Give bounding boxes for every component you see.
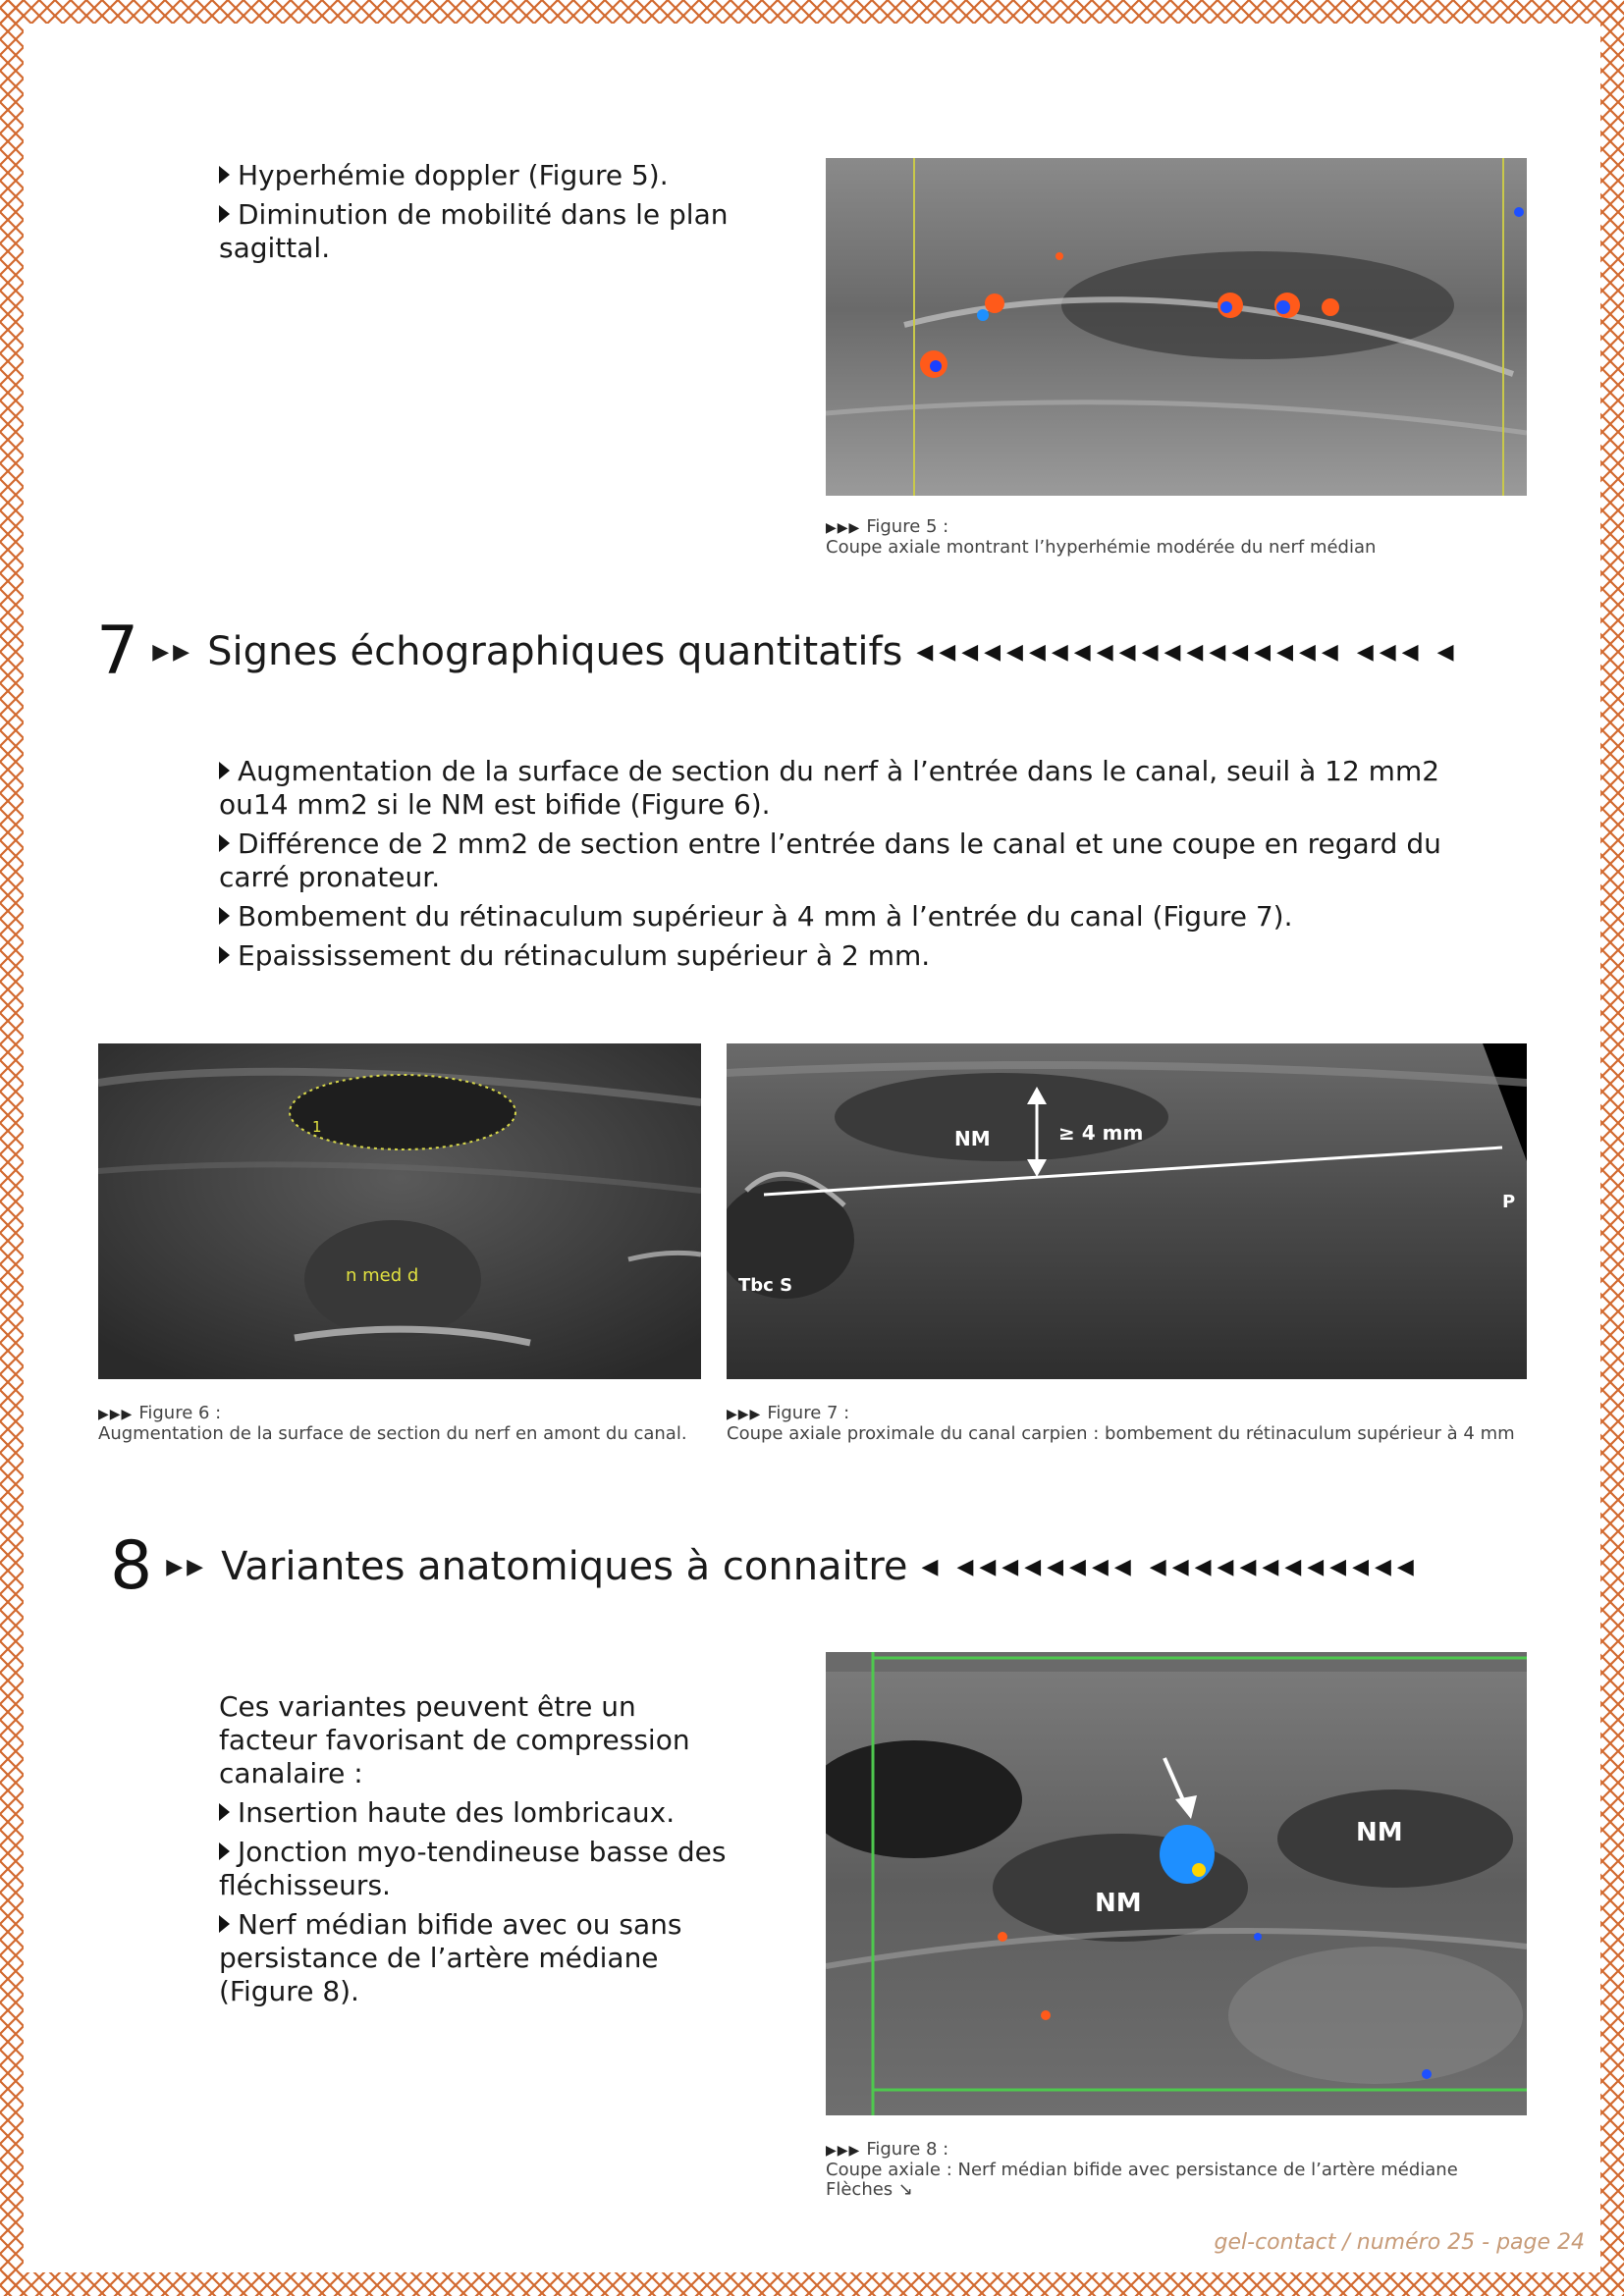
- triangle-bullet-icon: [219, 1915, 230, 1933]
- list-item: Epaississement du rétinaculum supérieur à 2 mm.: [219, 939, 1466, 973]
- section-number: 7: [96, 613, 139, 690]
- label-n-med-d: n med d: [346, 1265, 419, 1286]
- list-item: Hyperhémie doppler (Figure 5).: [219, 159, 769, 192]
- triangle-bullet-icon: [219, 166, 230, 184]
- figure-5-ultrasound-image: [826, 158, 1527, 496]
- section-7-heading: [96, 613, 1460, 690]
- figure-8-caption: ▶▶▶ Figure 8 : Coupe axiale : Nerf médian bifide avec persistance de l’artère médiane Flèches ↘: [826, 2139, 1458, 2200]
- triple-arrow-icon: ▶▶▶: [826, 520, 861, 536]
- double-arrow-icon: ▶▶: [166, 1554, 208, 1579]
- list-item: Augmentation de la surface de section du nerf à l’entrée dans le canal, seuil à 12 mm2 ou14 mm2 si le NM est bifide (Figure 6).: [219, 755, 1440, 821]
- section-title: Signes échographiques quantitatifs: [207, 629, 903, 674]
- page-footer: gel-contact / numéro 25 - page 24: [1214, 2230, 1585, 2255]
- label-nm: NM: [954, 1127, 991, 1150]
- label-nm-left: NM: [1095, 1889, 1142, 1918]
- double-arrow-icon: ▶▶: [152, 639, 194, 665]
- section-title: Variantes anatomiques à connaitre: [221, 1544, 908, 1589]
- label-nm-right: NM: [1356, 1818, 1403, 1847]
- section-number: 8: [110, 1527, 153, 1605]
- label-measure: ≥ 4 mm: [1058, 1121, 1144, 1145]
- label-tbc-s: Tbc S: [738, 1275, 793, 1296]
- triangle-bullet-icon: [219, 834, 230, 852]
- triangle-bullet-icon: [219, 762, 230, 779]
- decorative-arrows-icon: ◀◀◀◀◀◀◀◀◀◀◀◀◀◀◀◀◀◀◀ ◀◀◀ ◀: [916, 639, 1460, 665]
- section-8-intro: Ces variantes peuvent être un facteur favorisant de compression canalaire :: [219, 1690, 690, 1789]
- list-item: Diminution de mobilité dans le plan sagittal.: [219, 198, 729, 264]
- figure-6-caption: ▶▶▶ Figure 6 : Augmentation de la surface de section du nerf en amont du canal.: [98, 1403, 687, 1444]
- triangle-bullet-icon: [219, 205, 230, 223]
- triangle-bullet-icon: [219, 1842, 230, 1860]
- section-7-list: [219, 755, 1466, 979]
- triangle-bullet-icon: [219, 946, 230, 964]
- list-item: Bombement du rétinaculum supérieur à 4 mm à l’entrée du canal (Figure 7).: [219, 900, 1466, 934]
- top-bullet-list: [219, 159, 769, 271]
- list-item: Différence de 2 mm2 de section entre l’entrée dans le canal et une coupe en regard du carré pronateur.: [219, 828, 1441, 893]
- triangle-bullet-icon: [219, 1803, 230, 1821]
- triangle-bullet-icon: [219, 907, 230, 925]
- triple-arrow-icon: ▶▶▶: [826, 2143, 861, 2159]
- list-item: Jonction myo-tendineuse basse des fléchisseurs.: [219, 1836, 727, 1901]
- section-8-heading: [110, 1527, 1420, 1605]
- figure-5-caption: ▶▶▶ Figure 5 : Coupe axiale montrant l’hyperhémie modérée du nerf médian: [826, 516, 1377, 558]
- figure-6-ultrasound-image: [98, 1043, 701, 1379]
- list-item: Insertion haute des lombricaux.: [219, 1796, 739, 1830]
- figure-7-ultrasound-image: [727, 1043, 1527, 1379]
- figure-7-caption: ▶▶▶ Figure 7 : Coupe axiale proximale du canal carpien : bombement du rétinaculum supérieur à 4 mm: [727, 1403, 1515, 1444]
- label-p: P: [1502, 1192, 1516, 1212]
- triple-arrow-icon: ▶▶▶: [98, 1407, 134, 1422]
- figure-8-ultrasound-image: [826, 1652, 1527, 2115]
- label-1: 1: [312, 1118, 322, 1136]
- triple-arrow-icon: ▶▶▶: [727, 1407, 762, 1422]
- decorative-arrows-icon: ◀ ◀◀◀◀◀◀◀◀ ◀◀◀◀◀◀◀◀◀◀◀◀: [921, 1554, 1420, 1579]
- section-8-list: [219, 1690, 739, 2014]
- list-item: Nerf médian bifide avec ou sans persistance de l’artère médiane (Figure 8).: [219, 1908, 682, 2007]
